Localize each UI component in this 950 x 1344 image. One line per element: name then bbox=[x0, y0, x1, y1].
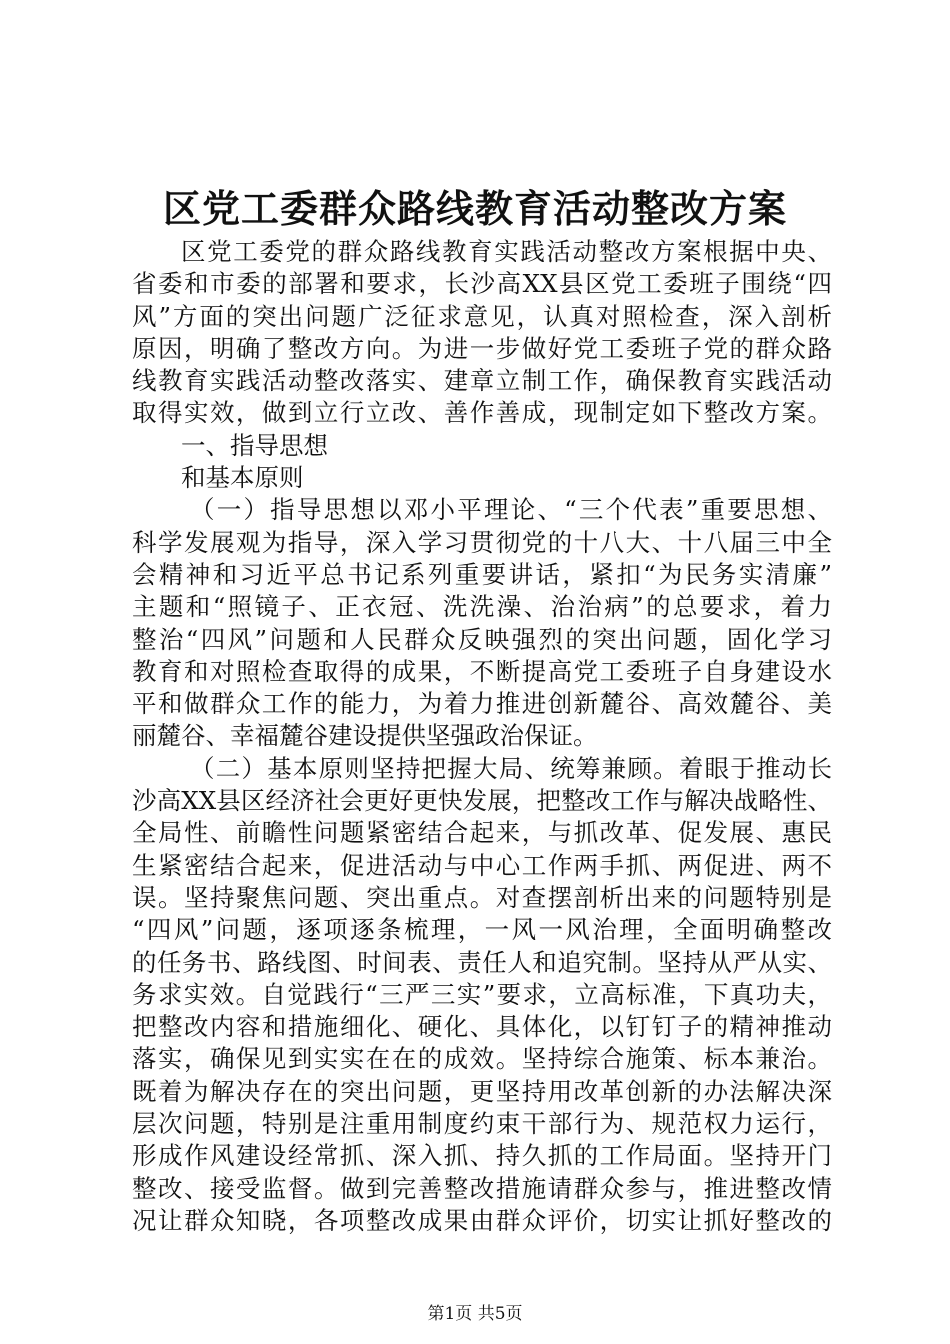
body-line: 落实，确保见到实实在在的成效。坚持综合施策、标本兼治。 bbox=[132, 1044, 832, 1074]
body-line: 的任务书、路线图、时间表、责任人和追究制。坚持从严从实、 bbox=[132, 947, 832, 977]
body-line: 主题和“照镜子、正衣冠、洗洗澡、治治病”的总要求，着力 bbox=[132, 592, 832, 622]
body-line: 线教育实践活动整改落实、建章立制工作，确保教育实践活动 bbox=[132, 366, 832, 396]
body-line: 形成作风建设经常抓、深入抓、持久抓的工作局面。坚持开门 bbox=[132, 1141, 832, 1171]
document-body bbox=[132, 236, 832, 1237]
body-line: 层次问题，特别是注重用制度约束干部行为、规范权力运行， bbox=[132, 1109, 832, 1139]
body-line: 把整改内容和措施细化、硬化、具体化，以钉钉子的精神推动 bbox=[132, 1012, 832, 1042]
body-line: 会精神和习近平总书记系列重要讲话，紧扣“为民务实清廉” bbox=[132, 559, 832, 589]
body-line: 既着为解决存在的突出问题，更坚持用改革创新的办法解决深 bbox=[132, 1076, 832, 1106]
document-title: 区党工委群众路线教育活动整改方案 bbox=[162, 186, 787, 231]
body-line: 原因，明确了整改方向。为进一步做好党工委班子党的群众路 bbox=[132, 333, 832, 363]
body-line: 平和做群众工作的能力，为着力推进创新麓谷、高效麓谷、美 bbox=[132, 689, 832, 719]
body-line: 全局性、前瞻性问题紧密结合起来，与抓改革、促发展、惠民 bbox=[132, 818, 832, 848]
body-line: 风”方面的突出问题广泛征求意见，认真对照检查，深入剖析 bbox=[132, 301, 832, 331]
section-heading-continued: 和基本原则 bbox=[181, 463, 304, 493]
body-line: 区党工委党的群众路线教育实践活动整改方案根据中央、 bbox=[181, 237, 832, 266]
body-line: （一）指导思想以邓小平理论、“三个代表”重要思想、 bbox=[190, 495, 832, 525]
body-line: 整治“四风”问题和人民群众反映强烈的突出问题，固化学习 bbox=[132, 624, 832, 654]
body-line: 教育和对照检查取得的成果，不断提高党工委班子自身建设水 bbox=[132, 656, 832, 686]
section-heading: 一、指导思想 bbox=[181, 430, 328, 460]
body-line: 取得实效，做到立行立改、善作善成，现制定如下整改方案。 bbox=[132, 398, 832, 428]
body-line: （二）基本原则坚持把握大局、统筹兼顾。着眼于推动长 bbox=[190, 753, 832, 783]
body-line: 沙高XX县区经济社会更好更快发展，把整改工作与解决战略性、 bbox=[132, 786, 832, 816]
body-line: 科学发展观为指导，深入学习贯彻党的十八大、十八届三中全 bbox=[132, 527, 832, 557]
body-line: “四风”问题，逐项逐条梳理，一风一风治理，全面明确整改 bbox=[132, 915, 832, 945]
body-line: 丽麓谷、幸福麓谷建设提供坚强政治保证。 bbox=[132, 721, 598, 751]
body-line: 生紧密结合起来，促进活动与中心工作两手抓、两促进、两不 bbox=[132, 850, 832, 880]
body-line: 省委和市委的部署和要求，长沙高XX县区党工委班子围绕“四 bbox=[132, 269, 832, 299]
body-line: 务求实效。自觉践行“三严三实”要求，立高标准，下真功夫， bbox=[132, 979, 832, 1009]
page-number-footer: 第1页 共5页 bbox=[427, 1304, 523, 1324]
body-line: 整改、接受监督。做到完善整改措施请群众参与，推进整改情 bbox=[132, 1173, 832, 1203]
body-line: 况让群众知晓，各项整改成果由群众评价，切实让抓好整改的 bbox=[132, 1205, 832, 1235]
body-line: 误。坚持聚焦问题、突出重点。对查摆剖析出来的问题特别是 bbox=[132, 882, 832, 912]
